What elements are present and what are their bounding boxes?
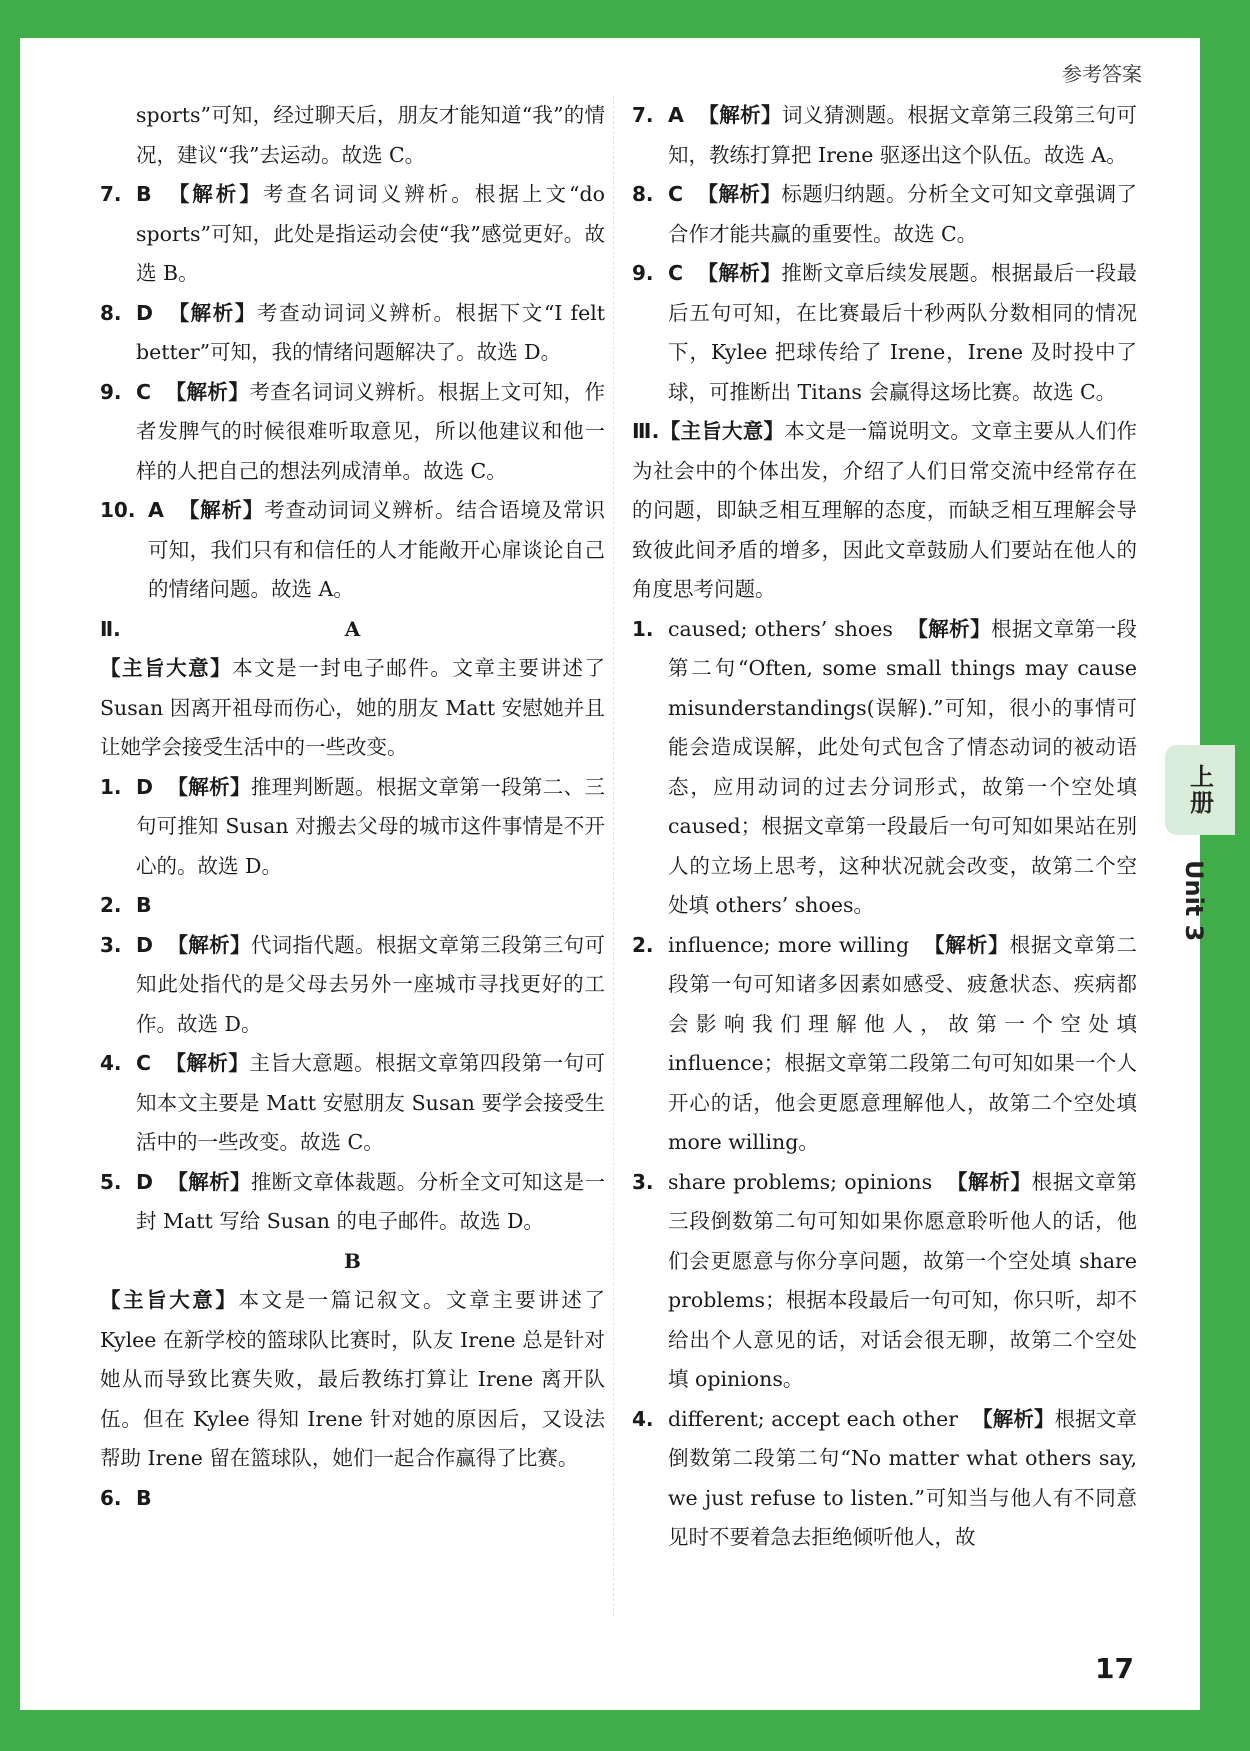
section-b-heading: B	[344, 1248, 361, 1273]
answer-item-a5: 5. D 【解析】推断文章体裁题。分析全文可知这是一封 Matt 写给 Susan 的电子邮件。故选 D。	[100, 1169, 606, 1233]
unit-label: Unit 3	[1180, 860, 1208, 942]
page-frame-bottom	[0, 1710, 1250, 1751]
volume-tab	[1165, 745, 1235, 835]
answer-item-b8: 8. C 【解析】标题归纳题。分析全文可知文章强调了合作才能共赢的重要性。故选 C。	[632, 182, 1138, 246]
right-column	[632, 96, 1137, 1558]
volume-tab-label: 上册	[1185, 764, 1214, 816]
page-frame-top	[0, 0, 1250, 38]
answer-continuation: sports”可知，经过聊天后，朋友才能知道“我”的情况，建议“我”去运动。故选 C。	[136, 103, 605, 167]
answer-item-c4: 4. different; accept each other 【解析】根据文章倒数第二段第二句“No matter what others say, we just refuse to listen.”可知当与他人有不同意见时不要着急去拒绝倾听他人，故	[632, 1406, 1138, 1549]
left-column	[100, 96, 605, 1518]
section-2-heading: Ⅱ. A	[100, 616, 361, 641]
section-3-summary: Ⅲ.【主旨大意】本文是一篇说明文。文章主要从人们作为社会中的个体出发，介绍了人们日常交流中经常存在的问题，即缺乏相互理解的态度，而缺乏相互理解会导致彼此间矛盾的增多，因此文章鼓励人们要站在他人的角度思考问题。	[632, 419, 1138, 601]
page-frame-left	[0, 0, 20, 1751]
answer-item-10: 10. A 【解析】考查动词词义辨析。结合语境及常识可知，我们只有和信任的人才能敞开心扉谈论自己的情绪问题。故选 A。	[100, 498, 605, 601]
passage-a-summary: 【主旨大意】本文是一封电子邮件。文章主要讲述了 Susan 因离开祖母而伤心，她的朋友 Matt 安慰她并且让她学会接受生活中的一些改变。	[100, 656, 606, 759]
answer-item-b6: 6. B	[100, 1485, 152, 1510]
answer-item-7: 7. B 【解析】考查名词词义辨析。根据上文“do sports”可知，此处是指运动会使“我”感觉更好。故选 B。	[100, 182, 606, 285]
answer-item-a1: 1. D 【解析】推理判断题。根据文章第一段第二、三句可推知 Susan 对搬去父母的城市这件事情是不开心的。故选 D。	[100, 774, 606, 878]
answer-item-b9: 9. C 【解析】推断文章后续发展题。根据最后一段最后五句可知，在比赛最后十秒两队分数相同的情况下，Kylee 把球传给了 Irene，Irene 及时投中了球，可推断出 Titans 会赢得这场比赛。故选 C。	[632, 261, 1138, 404]
answer-item-a4: 4. C 【解析】主旨大意题。根据文章第四段第一句可知本文主要是 Matt 安慰朋友 Susan 要学会接受生活中的一些改变。故选 C。	[100, 1051, 606, 1154]
page-header-label: 参考答案	[1062, 62, 1142, 86]
answer-item-a3: 3. D 【解析】代词指代题。根据文章第三段第三句可知此处指代的是父母去另外一座城市寻找更好的工作。故选 D。	[100, 932, 606, 1036]
answer-item-c1: 1. caused; others’ shoes 【解析】根据文章第一段第二句“Often, some small things may cause misunderstandings(误解).”可知，很小的事情可能会造成误解，此处句式包含了情态动词的被动语态，应用动词的过去分词形式，故第一个空处填 caused；根据文章第一段最后一句可知如果站在别人的立场上思考，这种状况就会改变，故第二个空处填 others’ shoes。	[632, 616, 1138, 917]
column-divider	[613, 96, 614, 1616]
answer-item-c3: 3. share problems; opinions 【解析】根据文章第三段倒数第二句可知如果你愿意聆听他人的话，他们会更愿意与你分享问题，故第一个空处填 share problems；根据本段最后一句可知，你只听，却不给出个人意见的话，对话会很无聊，故第二个空处填 opinions。	[632, 1169, 1138, 1391]
answer-item-9: 9. C 【解析】考查名词词义辨析。根据上文可知，作者发脾气的时候很难听取意见，所以他建议和他一样的人把自己的想法列成清单。故选 C。	[100, 379, 606, 483]
passage-b-summary: 【主旨大意】本文是一篇记叙文。文章主要讲述了 Kylee 在新学校的篮球队比赛时，队友 Irene 总是针对她从而导致比赛失败，最后教练打算让 Irene 离开队伍。但在 Kylee 得知 Irene 针对她的原因后，又设法帮助 Irene 留在篮球队，她们一起合作赢得了比赛。	[100, 1288, 606, 1470]
answer-item-8: 8. D 【解析】考查动词词义辨析。根据下文“I felt better”可知，我的情绪问题解决了。故选 D。	[100, 300, 605, 364]
answer-item-a2: 2. B	[100, 893, 152, 917]
page-number: 17	[1095, 1652, 1134, 1685]
answer-item-c2: 2. influence; more willing 【解析】根据文章第二段第一句可知诸多因素如感受、疲惫状态、疾病都会影响我们理解他人，故第一个空处填 influence；根据文章第二段第二句可知如果一个人开心的话，他会更愿意理解他人，故第二个空处填 more willing。	[632, 932, 1138, 1154]
answer-item-b7: 7. A 【解析】词义猜测题。根据文章第三段第三句可知，教练打算把 Irene 驱逐出这个队伍。故选 A。	[632, 103, 1138, 167]
